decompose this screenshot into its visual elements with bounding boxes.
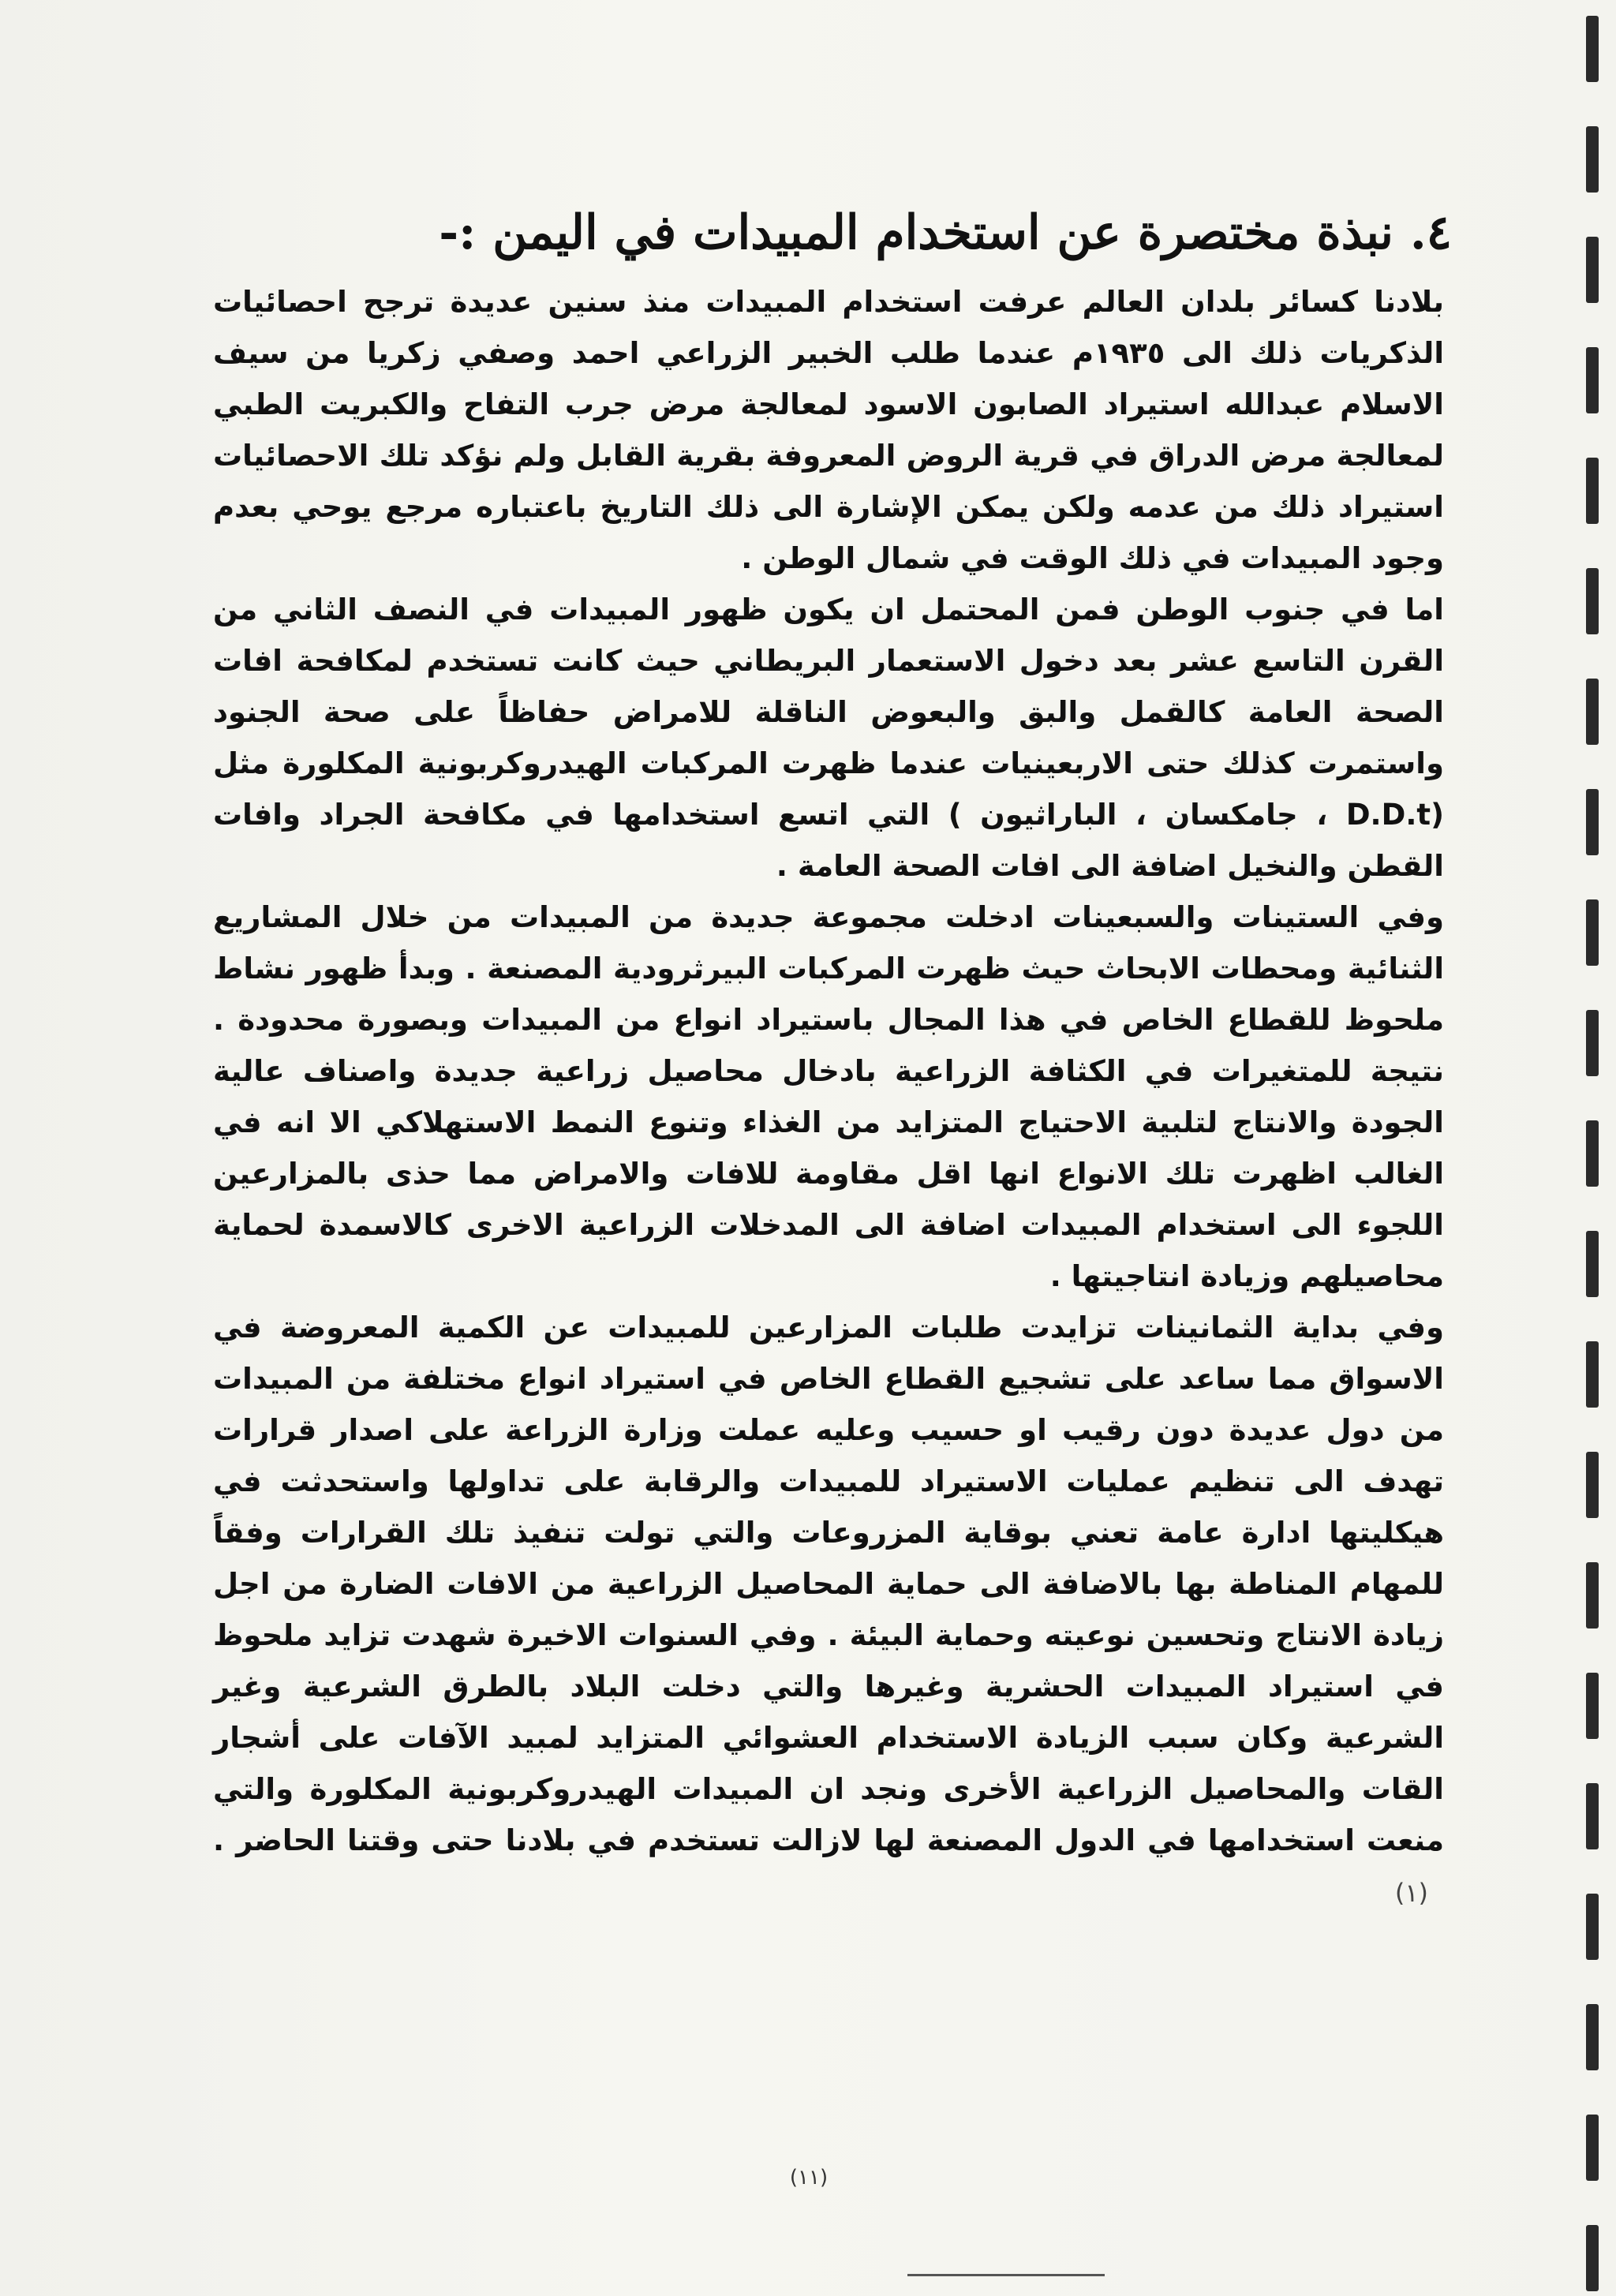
binding-hole [1586,1562,1599,1629]
paragraph [213,1302,1444,1919]
body-text [213,276,1444,1919]
spiral-binding [1569,0,1616,2296]
binding-hole [1586,1010,1599,1076]
paragraph: اما في جنوب الوطن فمن المحتمل ان يكون ظهور المبيدات في النصف الثاني من القرن التاسع عشر بعد دخول الاستعمار البريطاني حيث كانت تستخدم لمكافحة افات الصحة العامة كالقمل والبق والبعوض الناقلة للامراض حفاظاً على صحة الجنود واستمرت كذلك حتى الاربعينيات عندما ظهرت المركبات الهيدروكربونية المكلورة مثل (D.D.t ، جامكسان ، الباراثيون ) التي اتسع استخدامها في مكافحة الجراد وافات القطن والنخيل اضافة الى افات الصحة العامة . [213,593,1444,883]
binding-hole [1586,458,1599,524]
paragraph: بلادنا كسائر بلدان العالم عرفت استخدام المبيدات منذ سنين عديدة ترجح احصائيات الذكريات ذلك الى ١٩٣٥م عندما طلب الخبير الزراعي احمد وصفي زكريا من سيف الاسلام عبدالله استيراد الصابون الاسود لمعالجة مرض جرب التفاح والكبريت الطبي لمعالجة مرض الدراق في قرية الروض المعروفة بقرية القابل ولم نؤكد تلك الاحصائيات استيراد ذلك من عدمه ولكن يمكن الإشارة الى ذلك التاريخ باعتباره مرجع يوحي بعدم وجود المبيدات في ذلك الوقت في شمال الوطن . [213,285,1445,575]
page-number: (١١) [789,2166,829,2189]
binding-hole [1586,2225,1599,2291]
binding-hole [1586,789,1599,855]
bottom-rule [907,2274,1105,2276]
binding-hole [1586,1231,1599,1297]
binding-hole [1586,1452,1599,1518]
binding-hole [1586,1120,1599,1187]
binding-hole [1586,568,1599,634]
binding-hole [1586,679,1599,745]
binding-hole [1586,126,1599,193]
paragraph-text: وفي بداية الثمانينات تزايدت طلبات المزارعين للمبيدات عن الكمية المعروضة في الاسواق مما ساعد على تشجيع القطاع الخاص في استيراد انواع مختلفة من المبيدات من دول عديدة دون رقيب او حسيب وعليه عملت وزارة الزراعة على اصدار قرارات تهدف الى تنظيم عمليات الاستيراد للمبيدات والرقابة على تداولها واستحدثت في هيكليتها ادارة عامة تعني بوقاية المزروعات والتي تولت تنفيذ تلك القرارات وفقاً للمهام المناطة بها بالاضافة الى حماية المحاصيل الزراعية من الافات الضارة من اجل زيادة الانتاج وتحسين نوعيته وحماية البيئة . وفي السنوات الاخيرة شهدت تزايد ملحوظ في استيراد المبيدات الحشرية وغيرها والتي دخلت البلاد بالطرق الشرعية وغير الشرعية وكان سبب الزيادة الاستخدام العشوائي المتزايد لمبيد الآفات على أشجار القات والمحاصيل الزراعية الأخرى ونجد ان المبيدات الهيدروكربونية المكلورة والتي منعت استخدامها في الدول المصنعة لها لازالت تستخدم في بلادنا حتى وقتنا الحاضر . [213,1311,1444,1857]
section-title: ٤. نبذة مختصرة عن استخدام المبيدات في اليمن :- [439,205,1452,260]
paragraph: وفي الستينات والسبعينات ادخلت مجموعة جديدة من المبيدات من خلال المشاريع الثنائية ومحطات الابحاث حيث ظهرت المركبات البيرثرودية المصنعة . وبدأ ظهور نشاط ملحوظ للقطاع الخاص في هذا المجال باستيراد انواع من المبيدات وبصورة محدودة . نتيجة للمتغيرات في الكثافة الزراعية بادخال محاصيل زراعية جديدة واصناف عالية الجودة والانتاج لتلبية الاحتياج المتزايد من الغذاء وتنوع النمط الاستهلاكي الا انه في الغالب اظهرت تلك الانواع انها اقل مقاومة للافات والامراض مما حذى بالمزارعين اللجوء الى استخدام المبيدات اضافة الى المدخلات الزراعية الاخرى كالاسمدة لحماية محاصيلهم وزيادة انتاجيتها . [213,900,1444,1293]
binding-hole [1586,2004,1599,2070]
binding-hole [1586,237,1599,303]
binding-hole [1586,347,1599,413]
binding-hole [1586,2115,1599,2181]
binding-hole [1586,1783,1599,1849]
footnote-reference: (١) [1394,1878,1428,1908]
binding-hole [1586,899,1599,966]
binding-hole [1586,1673,1599,1739]
binding-hole [1586,16,1599,82]
binding-hole [1586,1894,1599,1960]
binding-hole [1586,1341,1599,1408]
